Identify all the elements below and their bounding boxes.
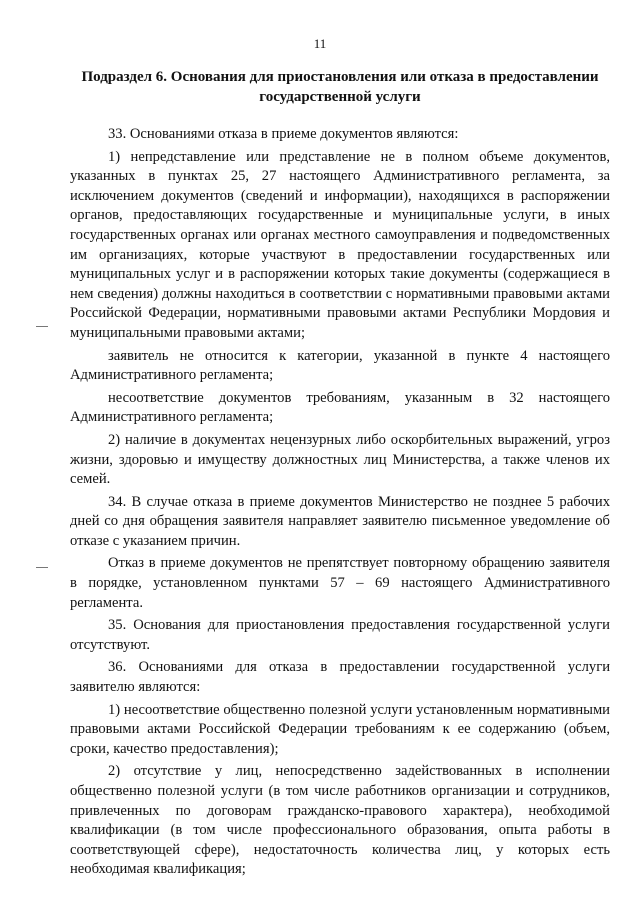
paragraph: 35. Основания для приостановления предоставления государственной услуги отсутствуют. bbox=[70, 617, 610, 653]
paragraph: 1) несоответствие общественно полезной услуги установленным нормативными правовыми актами Российской Федерации требованиям к ее содержанию (объем, сроки, качество предоставления); bbox=[70, 701, 610, 757]
margin-mark bbox=[36, 567, 48, 568]
document-body bbox=[70, 125, 610, 883]
paragraph: 2) наличие в документах нецензурных либо оскорбительных выражений, угроз жизни, здоровью и имуществу должностных лиц Министерства, а также членов их семей. bbox=[70, 431, 610, 488]
paragraph: несоответствие документов требованиям, указанным в 32 настоящего Административного регламента; bbox=[70, 389, 610, 426]
paragraph: Отказ в приеме документов не препятствует повторному обращению заявителя в порядке, установленном пунктами 57 – 69 настоящего Административного регламента. bbox=[70, 555, 610, 611]
section-heading: Подраздел 6. Основания для приостановления или отказа в предоставлении государственной услуги bbox=[81, 69, 599, 105]
paragraph: 34. В случае отказа в приеме документов Министерство не позднее 5 рабочих дней со дня обращения заявителя направляет заявителю письменное уведомление об отказе с указанием причин. bbox=[70, 493, 610, 549]
page-number: 11 bbox=[313, 36, 327, 51]
paragraph: 36. Основаниями для отказа в предоставлении государственной услуги заявителю являются: bbox=[70, 659, 610, 696]
margin-mark bbox=[36, 326, 48, 327]
paragraph: 2) отсутствие у лиц, непосредственно задействованных в исполнении общественно полезной услуги (в том числе работников организации и сотрудников, привлеченных по договорам гражданско-правового характера), необходимой квалификации (в том числе профессионального образования, опыта работы в соответствующей сфере), недостаточность количества лиц, у которых есть необходимая квалификация; bbox=[70, 763, 610, 878]
paragraph: 33. Основаниями отказа в приеме документов являются: bbox=[108, 126, 459, 142]
paragraph: заявитель не относится к категории, указанной в пункте 4 настоящего Административного регламента; bbox=[70, 347, 610, 384]
paragraph: 1) непредставление или представление не в полном объеме документов, указанных в пунктах 25, 27 настоящего Административного регламента, за исключением документов (сведений и информации), находящихся в распоряжении органов, предоставляющих государственные и муниципальные услуги, в иных государственных органах или органах местного самоуправления и подведомственных им организациях, которые участвуют в предоставлении государственных или муниципальных услуг и в распоряжении которых такие документы (содержащиеся в нем сведения) должны находиться в соответствии с нормативными правовыми актами Российской Федерации, нормативными правовыми актами Республики Мордовия и муниципальными правовыми актами; bbox=[70, 148, 610, 341]
